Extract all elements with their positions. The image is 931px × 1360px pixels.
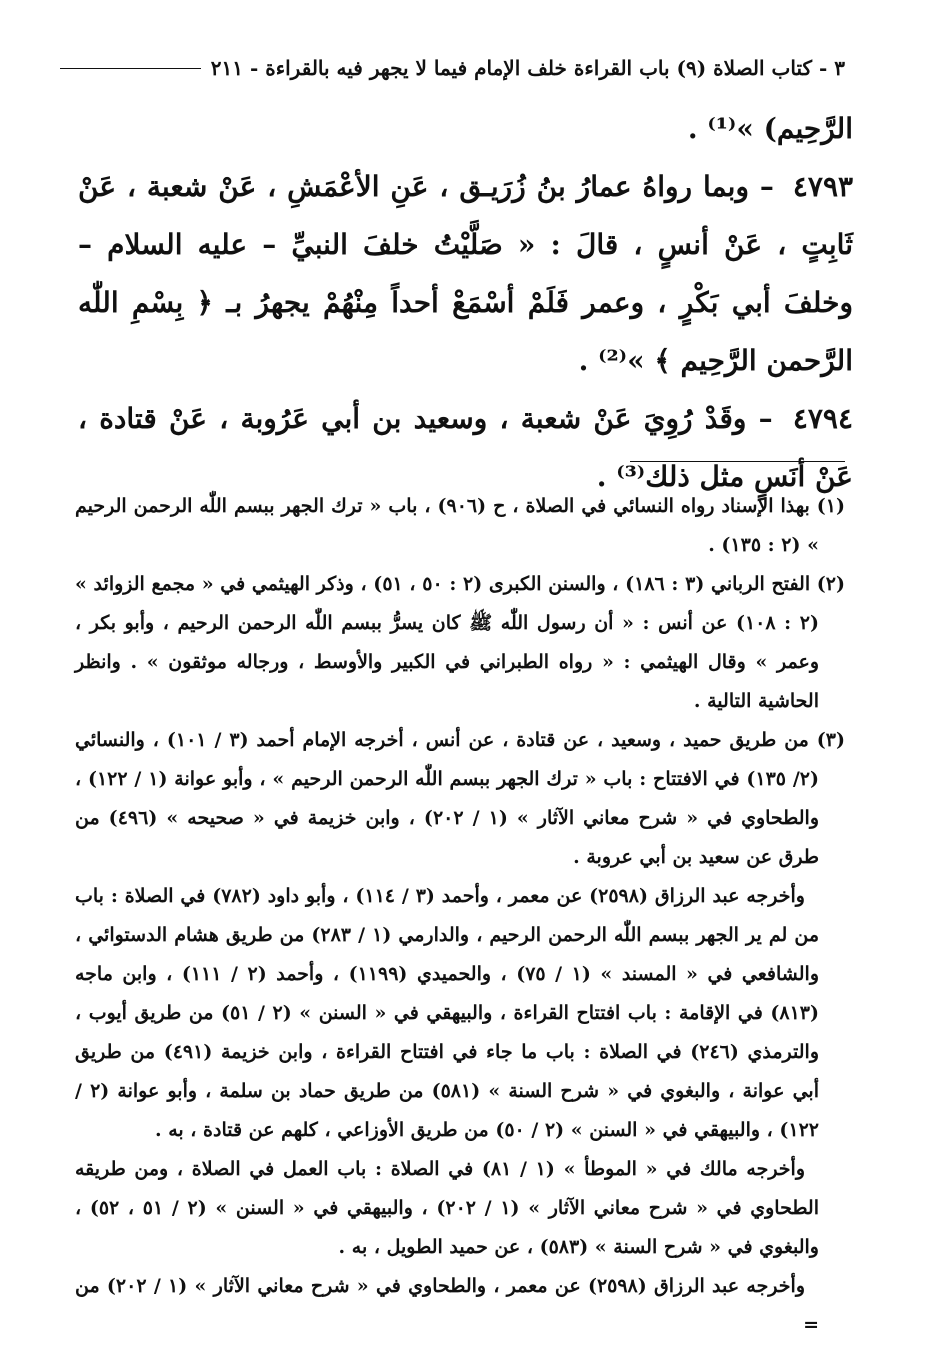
hadith-number: ٤٧٩٤ (792, 402, 853, 435)
main-text (78, 100, 853, 506)
footnote-3-paragraph: وأخرجه عبد الرزاق (٢٥٩٨) عن معمر ، والطحاوي في « شرح معاني الآثار » (١ / ٢٠٢) من = (75, 1275, 819, 1336)
continuation-line: الرَّحِيم) »⁽¹⁾ . (687, 112, 853, 145)
footnote-2: (٢) الفتح الرباني (٣ : ١٨٦) ، والسنن الكبرى (٢ : ٥٠ ، ٥١) ، وذكر الهيثمي في « مجمع الزوائد » (٢ : ١٠٨) عن أنس : « أن رسول اللّٰه ﷺ كان يسرُّ ببسم اللّٰه الرحمن الرحيم ، وأبو بكر ، وعمر » وقال الهيثمي : « رواه الطبراني في الكبير والأوسط ، ورجاله موثقون » . وانظر الحاشية التالية . (75, 573, 846, 712)
footnotes (75, 487, 845, 1345)
footnote-separator (630, 461, 845, 462)
running-title: ٣ - كتاب الصلاة (٩) باب القراءة خلف الإمام فيما لا يجهر فيه بالقراءة - ٢١١ (210, 56, 845, 80)
footnote-1: (١) بهذا الإسناد رواه النسائي في الصلاة ، ح (٩٠٦) ، باب « ترك الجهر ببسم اللّٰه الرحمن الرحيم » (٢ : ١٣٥) . (75, 495, 845, 556)
header-rule (60, 68, 201, 69)
footnote-3: (٣) من طريق حميد ، وسعيد ، عن قتادة ، عن أنس ، أخرجه الإمام أحمد (٣ / ١٠١) ، والنسائي (٢/ ١٣٥) في الافتتاح : باب « ترك الجهر ببسم اللّٰه الرحمن الرحيم » ، وأبو عوانة (١ / ١٢٢) ، والطحاوي في « شرح معاني الآثار » (١ / ٢٠٢) ، وابن خزيمة في « صحيحه » (٤٩٦) من طرق عن سعيد بن أبي عروبة . (75, 729, 846, 868)
running-header (60, 52, 845, 84)
hadith-text: – وبما رواهُ عمارُ بنُ زُرَيـق ، عَنِ الأعْمَشِ ، عَنْ شعبة ، عَنْ ثَابِتٍ ، عَنْ أنسٍ ، قالَ : « صَلَّيْتُ خلفَ النبيِّ – عليه السلام – وخلفَ أبي بَكْرٍ ، وعمر فَلَمْ أسْمَعْ أحداً مِنْهُمْ يجهرُ بـ ﴿ بِسْمِ اللّٰه الرَّحمن الرَّحِيم ﴾ »⁽²⁾ . (78, 170, 853, 377)
footnote-3-paragraph: وأخرجه مالك في « الموطأ » (١ / ٨١) في الصلاة : باب العمل في الصلاة ، ومن طريقه الطحاوي في « شرح معاني الآثار » (١ / ٢٠٢) ، والبيهقي في « السنن » (٢ / ٥١ ، ٥٢) ، والبغوي في « شرح السنة » (٥٨٣) ، عن حميد الطويل ، به . (75, 1158, 820, 1258)
hadith-entry-4793 (78, 158, 853, 390)
hadith-text: – وقَدْ رُوِيَ عَنْ شعبة ، وسعيد بن أبي عَرُوبة ، عَنْ قتادة ، عَنْ أنَسٍ مثل ذلك⁽³⁾ . (78, 402, 853, 493)
footnote-3-paragraph: وأخرجه عبد الرزاق (٢٥٩٨) عن معمر ، وأحمد (٣ / ١١٤) ، وأبو داود (٧٨٢) في الصلاة : باب من لم ير الجهر ببسم اللّٰه الرحمن الرحيم ، والدارمي (١ / ٢٨٣) من طريق هشام الدستوائي ، والشافعي في « المسند » (١ / ٧٥) ، والحميدي (١١٩٩) ، وأحمد (٢ / ١١١) ، وابن ماجه (٨١٣) في الإقامة : باب افتتاح القراءة ، والبيهقي في « السنن » (٢ / ٥١) من طريق أيوب ، والترمذي (٢٤٦) في الصلاة : باب ما جاء في افتتاح القراءة ، وابن خزيمة (٤٩١) من طريق أبي عوانة ، والبغوي في « شرح السنة » (٥٨١) من طريق حماد بن سلمة ، وأبو عوانة (٢ / ١٢٢) ، والبيهقي في « السنن » (٢ / ٥٠) من طريق الأوزاعي ، كلهم عن قتادة ، به . (75, 885, 820, 1141)
hadith-number: ٤٧٩٣ (792, 170, 854, 203)
